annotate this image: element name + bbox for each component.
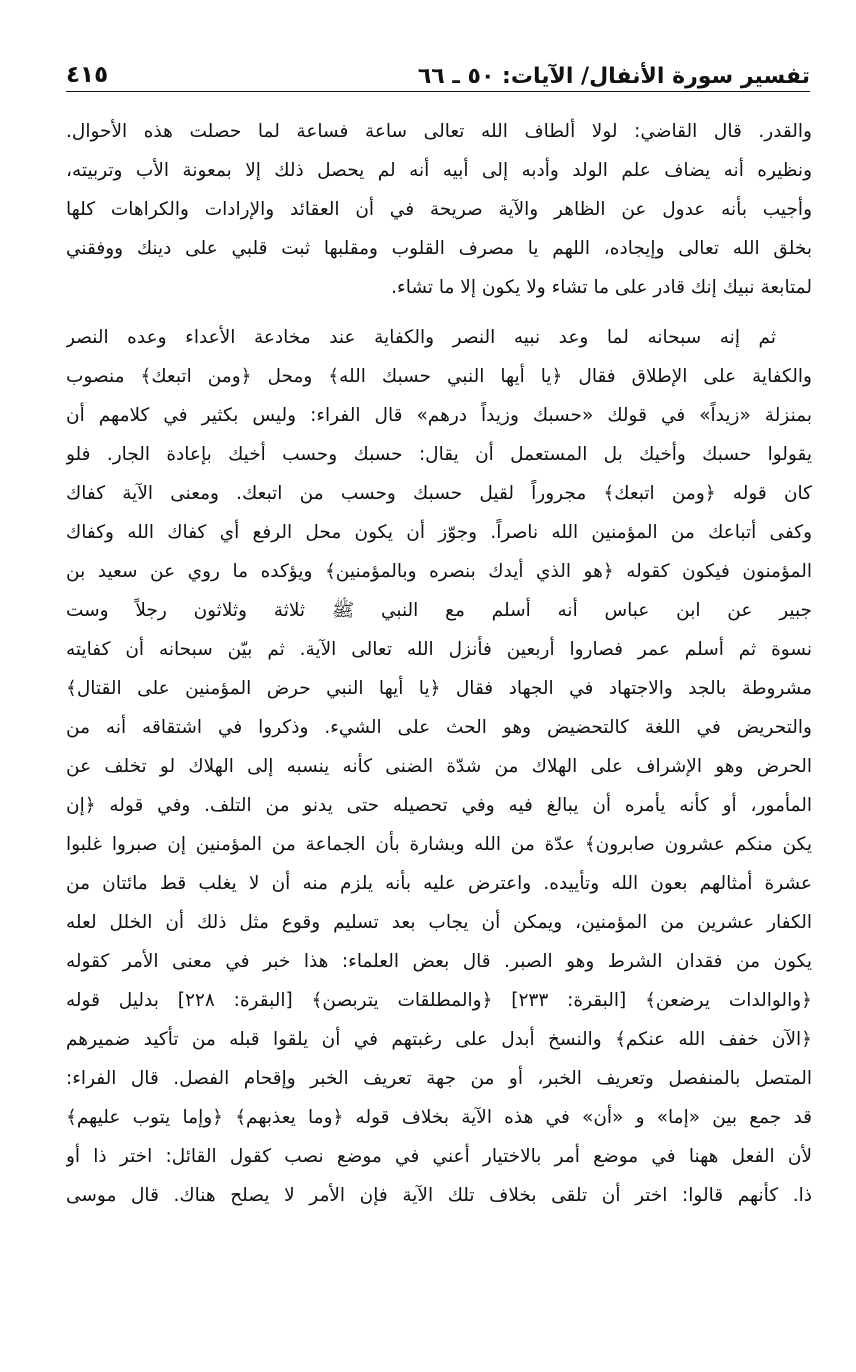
running-title: تفسير سورة الأنفال/ الآيات: ٥٠ ـ ٦٦ (417, 64, 810, 89)
text-line: المأمور، أو كأنه يأمره أن يبالغ فيه وفي تحصيله حتى يدنو من التلف. وفي قوله ﴿إن (66, 795, 812, 816)
text-line: والكفاية على الإطلاق فقال ﴿يا أيها النبي حسبك الله﴾ ومحل ﴿ومن اتبعك﴾ منصوب (66, 366, 812, 387)
text-line: نسوة ثم أسلم عمر فصاروا أربعين فأنزل الله تعالى الآية. ثم بيّن سبحانه أن كفايته (66, 639, 812, 660)
page-number: ٤١٥ (66, 62, 109, 88)
text-line: ﴿الآن خفف الله عنكم﴾ والنسخ أبدل على رغبتهم في أن يلقوا قبله من تأكيد ضميرهم (66, 1029, 812, 1050)
paragraph-1 (66, 112, 812, 307)
text-line: عشرة أمثالهم بعون الله وتأييده. واعترض عليه بأنه يلزم منه أن لا يغلب قط مائتان من (66, 873, 812, 894)
text-line: جبير عن ابن عباس أنه أسلم مع النبي ﷺ ثلاثة وثلاثون رجلاً وست (66, 600, 812, 621)
text-line: والقدر. قال القاضي: لولا ألطاف الله تعالى ساعة فساعة لما حصلت هذه الأحوال. (66, 121, 812, 142)
paragraph-spacer (66, 307, 812, 318)
text-line: يكن منكم عشرون صابرون﴾ عدّة من الله وبشارة بأن الجماعة من المؤمنين إن صبروا غلبوا (66, 834, 812, 855)
text-line: لمتابعة نبيك إنك قادر على ما تشاء ولا يكون إلا ما تشاء. (391, 277, 812, 298)
body-text (66, 112, 812, 1215)
text-line: لأن الفعل ههنا في موضع أمر بالاختيار أعني في موضع نصب كقول القائل: اختر ذا أو (66, 1146, 812, 1167)
text-line: ثم إنه سبحانه لما وعد نبيه النصر والكفاية عند مخادعة الأعداء وعده النصر (66, 327, 776, 348)
text-line: قد جمع بين «إما» و «أن» في هذه الآية بخلاف قوله ﴿وما يعذبهم﴾ ﴿وإما يتوب عليهم﴾ (66, 1107, 812, 1128)
text-line: الكفار عشرين من المؤمنين، ويمكن أن يجاب بعد تسليم وقوع مثل ذلك أن الخلل لعله (66, 912, 812, 933)
text-line: المتصل بالمنفصل وتعريف الخبر، أو من جهة تعريف الخبر وإقحام الفصل. قال الفراء: (66, 1068, 812, 1089)
header-divider (66, 91, 810, 92)
page-header (66, 60, 810, 100)
text-line: ونظيره أنه يضاف علم الولد وأدبه إلى أبيه أنه لم يحصل ذلك إلا بمعونة الأب وتربيته، (66, 160, 812, 181)
text-line: والتحريض في اللغة كالتحضيض وهو الحث على الشيء. وذكروا في اشتقاقه أنه من (66, 717, 812, 738)
paragraph-2 (66, 318, 812, 1215)
text-line: بخلق الله تعالى وإيجاده، اللهم يا مصرف القلوب ومقلبها ثبت قلبي على دينك ووفقني (66, 238, 812, 259)
text-line: ذا. كأنهم قالوا: اختر أن تلقى بخلاف تلك الآية فإن الأمر لا يصلح هناك. قال موسى (66, 1185, 812, 1206)
text-line: الحرض وهو الإشراف على الهلاك من شدّة الضنى كأنه ينسبه إلى الهلاك لو تخلف عن (66, 756, 812, 777)
text-line: بمنزلة «زيداً» في قولك «حسبك وزيداً درهم» قال الفراء: وليس بكثير في كلامهم أن (66, 405, 812, 426)
text-line: ﴿والوالدات يرضعن﴾ [البقرة: ٢٣٣] ﴿والمطلقات يتربصن﴾ [البقرة: ٢٢٨] بدليل قوله (66, 990, 812, 1011)
text-line: المؤمنون فيكون كقوله ﴿هو الذي أيدك بنصره وبالمؤمنين﴾ ويؤكده ما روي عن سعيد بن (66, 561, 812, 582)
text-line: وكفى أتباعك من المؤمنين الله ناصراً. وجوّز أن يكون محل الرفع أي كفاك الله وكفاك (66, 522, 812, 543)
text-line: وأجيب بأنه عدول عن الظاهر والآية صريحة في أن العقائد والإرادات والكراهات كلها (66, 199, 812, 220)
text-line: كان قوله ﴿ومن اتبعك﴾ مجروراً لقيل حسبك وحسب من اتبعك. ومعنى الآية كفاك (66, 483, 812, 504)
text-line: يقولوا حسبك وأخيك بل المستعمل أن يقال: حسبك وحسب أخيك بإعادة الجار. فلو (66, 444, 812, 465)
text-line: يكون من فقدان الشرط وهو الصبر. قال بعض العلماء: هذا خبر في معنى الأمر كقوله (66, 951, 812, 972)
text-line: مشروطة بالجد والاجتهاد في الجهاد فقال ﴿يا أيها النبي حرض المؤمنين على القتال﴾ (66, 678, 812, 699)
